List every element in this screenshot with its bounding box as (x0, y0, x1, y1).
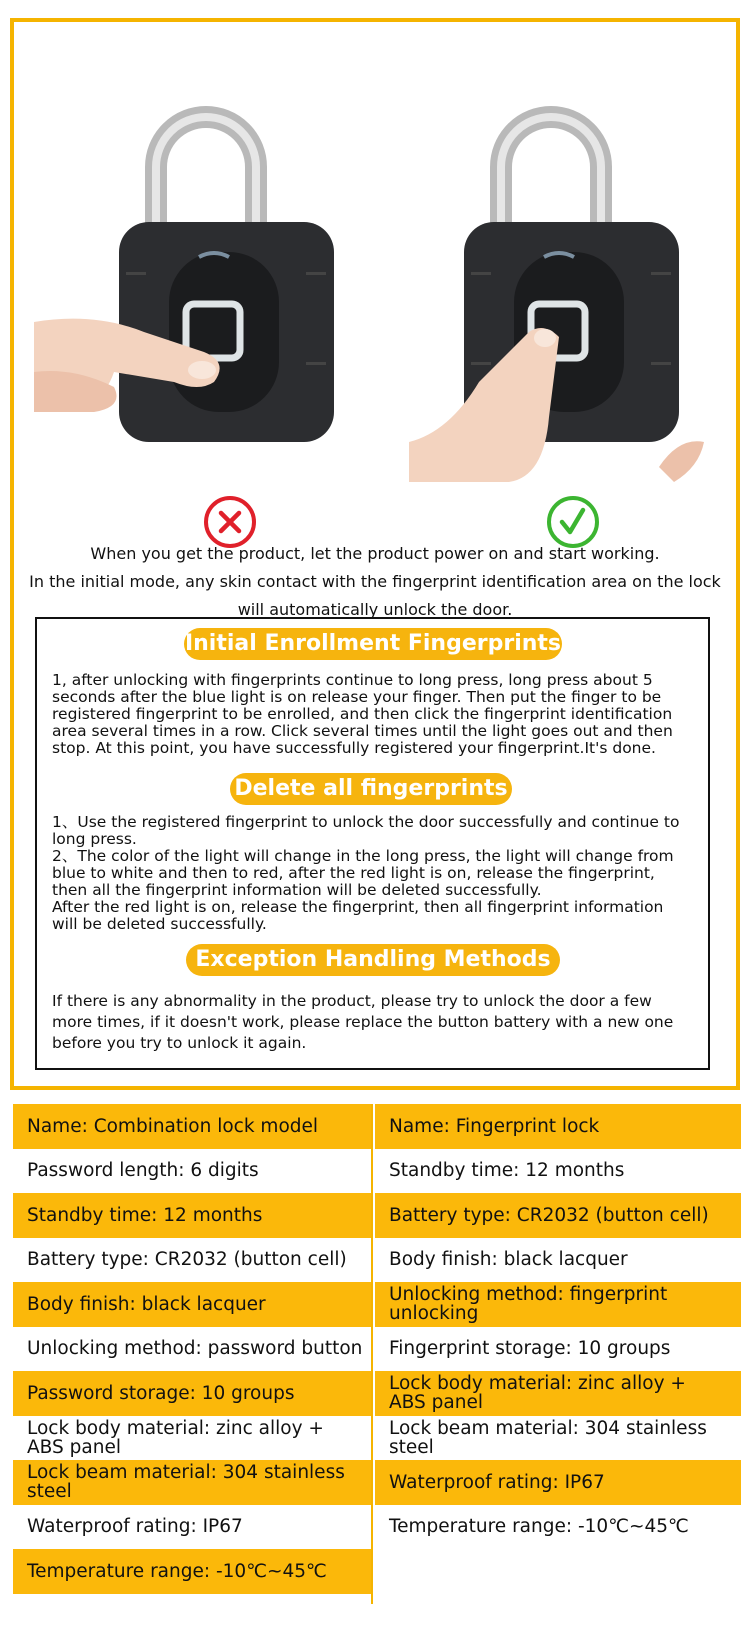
spec-row: Fingerprint storage: 10 groups (389, 1338, 671, 1360)
spec-row: Lock beam material: 304 stainless steel (389, 1417, 707, 1458)
exception-text: If there is any abnormality in the product, please try to unlock the door a few more times, if it doesn't work, please replace the button battery with a new one before you try to unlock it again. (52, 992, 674, 1052)
spec-row: Temperature range: -10℃~45℃ (389, 1516, 689, 1538)
intro-line-2: In the initial mode, any skin contact with the fingerprint identification area on the lock will automatically unlock the door. (29, 572, 721, 619)
lock-image-correct (379, 72, 719, 482)
intro-line-1: When you get the product, let the product power on and start working. (90, 544, 660, 563)
spec-column-fingerprint (375, 1104, 741, 1549)
intro-text (20, 540, 730, 624)
delete-title: Delete all fingerprints (230, 773, 512, 805)
spec-row: Name: Fingerprint lock (375, 1104, 741, 1149)
enroll-text: 1, after unlocking with fingerprints continue to long press, long press about 5 seconds after the blue light is on release your finger. Then put the finger to be registered fingerprint to be enrolled, and then click the fingerprint identification area several times in a row. Click several times until the light goes out and then stop. At this point, you have successfully registered your fingerprint.It's done. (52, 671, 673, 757)
spec-row: Password storage: 10 groups (13, 1371, 371, 1416)
spec-row: Lock body material: zinc alloy + ABS panel (27, 1417, 324, 1458)
spec-row: Standby time: 12 months (389, 1160, 625, 1182)
padlock-finger-illustration-left (34, 72, 374, 482)
enroll-title: Initial Enrollment Fingerprints (184, 628, 562, 660)
delete-text: 1、Use the registered fingerprint to unlock the door successfully and continue to long press. 2、The color of the light will change in the long press, the light will change from blue to white and then to red, after the red light is on, release the fingerprint, then all the fingerprint information will be deleted successfully. After the red light is on, release the fingerprint, then all fingerprint information will be deleted successfully. (52, 813, 680, 933)
instructions-box (35, 617, 710, 1070)
spec-row: Unlocking method: password button (27, 1338, 363, 1360)
lock-image-incorrect (34, 72, 374, 482)
spec-row: Battery type: CR2032 (button cell) (375, 1193, 741, 1238)
exception-title: Exception Handling Methods (186, 944, 560, 976)
spec-row: Waterproof rating: IP67 (375, 1460, 741, 1505)
spec-row: Body finish: black lacquer (13, 1282, 371, 1327)
padlock-finger-illustration-right (379, 72, 719, 482)
spec-column-combination (13, 1104, 373, 1604)
spec-row: Battery type: CR2032 (button cell) (27, 1249, 347, 1271)
spec-row: Password length: 6 digits (27, 1160, 259, 1182)
spec-row: Temperature range: -10℃~45℃ (13, 1549, 371, 1594)
spec-row: Lock beam material: 304 stainless steel (13, 1460, 371, 1505)
spec-row: Body finish: black lacquer (389, 1249, 628, 1271)
spec-row: Waterproof rating: IP67 (27, 1516, 243, 1538)
spec-row: Name: Combination lock model (13, 1104, 371, 1149)
spec-row: Standby time: 12 months (13, 1193, 371, 1238)
spec-row: Lock body material: zinc alloy + ABS panel (375, 1371, 741, 1416)
spec-row: Unlocking method: fingerprint unlocking (375, 1282, 741, 1327)
